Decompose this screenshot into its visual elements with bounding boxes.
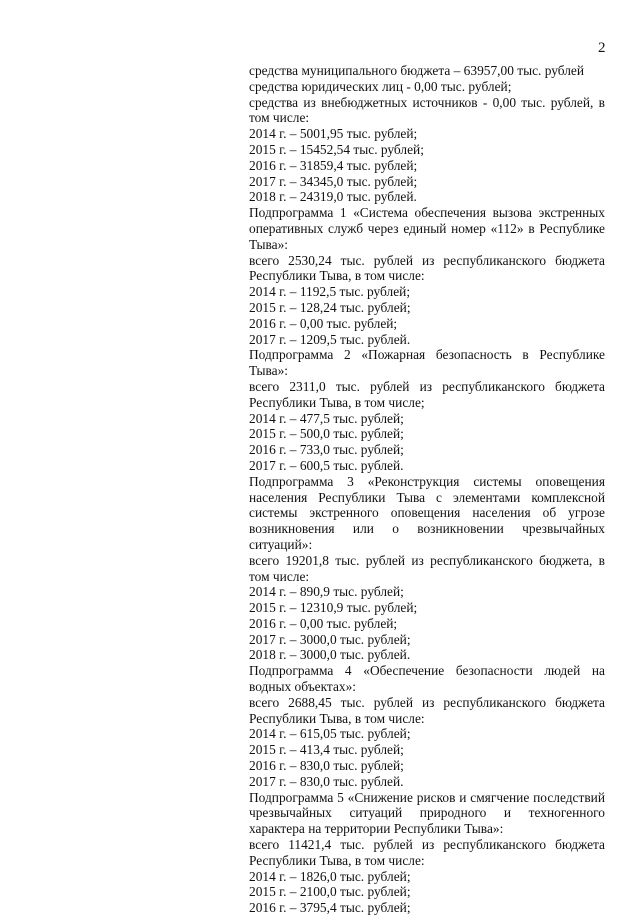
text-line: 2016 г. – 0,00 тыс. рублей; (249, 615, 398, 631)
text-line: Подпрограмма 5 «Снижение рисков и смягчение последствий чрезвычайных ситуаций природного и техногенного характера на территории Республики Тыва»: (249, 789, 605, 837)
text-line: Подпрограмма 2 «Пожарная безопасность в Республике Тыва»: (249, 347, 605, 379)
text-line: 2014 г. – 890,9 тыс. рублей; (249, 584, 404, 600)
text-line: 2016 г. – 733,0 тыс. рублей; (249, 442, 404, 458)
text-line: всего 2311,0 тыс. рублей из республиканского бюджета Республики Тыва, в том числе; (249, 378, 605, 410)
text-line: 2014 г. – 477,5 тыс. рублей; (249, 410, 404, 426)
page-number: 2 (598, 40, 606, 56)
text-line: 2014 г. – 1826,0 тыс. рублей; (249, 868, 411, 884)
text-line: 2017 г. – 1209,5 тыс. рублей. (249, 331, 411, 347)
text-line: 2014 г. – 5001,95 тыс. рублей; (249, 126, 418, 142)
text-line: 2015 г. – 15452,54 тыс. рублей; (249, 141, 424, 157)
text-line: Подпрограмма 4 «Обеспечение безопасности людей на водных объектах»: (249, 663, 605, 695)
text-line: всего 2530,24 тыс. рублей из республиканского бюджета Республики Тыва, в том числе: (249, 252, 605, 284)
text-line: всего 19201,8 тыс. рублей из республиканского бюджета, в том числе: (249, 552, 605, 584)
text-line: Подпрограмма 3 «Реконструкция системы оповещения населения Республики Тыва с элементами комплексной системы экстренного оповещения населения об угрозе возникновения или о возникновении чрезвычайных ситуаций»: (249, 473, 605, 552)
text-line: средства юридических лиц - 0,00 тыс. рублей; (249, 78, 512, 94)
text-line: 2018 г. – 24319,0 тыс. рублей. (249, 189, 417, 205)
text-line: 2016 г. – 31859,4 тыс. рублей; (249, 157, 418, 173)
text-line: средства из внебюджетных источников - 0,00 тыс. рублей, в том числе: (249, 94, 605, 126)
text-line: 2014 г. – 1192,5 тыс. рублей; (249, 284, 411, 300)
text-line: 2015 г. – 128,24 тыс. рублей; (249, 299, 411, 315)
text-line: 2017 г. – 600,5 тыс. рублей. (249, 457, 404, 473)
text-line: 2015 г. – 413,4 тыс. рублей; (249, 742, 404, 758)
text-line: 2017 г. – 34345,0 тыс. рублей; (249, 173, 418, 189)
text-line: 2017 г. – 830,0 тыс. рублей. (249, 773, 404, 789)
document-body (249, 63, 605, 916)
text-line: 2017 г. – 3000,0 тыс. рублей; (249, 631, 411, 647)
text-line: 2016 г. – 0,00 тыс. рублей; (249, 315, 398, 331)
text-line: Подпрограмма 1 «Система обеспечения вызова экстренных оперативных служб через единый номер «112» в Республике Тыва»: (249, 205, 605, 252)
text-line: 2015 г. – 2100,0 тыс. рублей; (249, 884, 411, 900)
text-line: 2015 г. – 500,0 тыс. рублей; (249, 426, 404, 442)
text-line: 2016 г. – 830,0 тыс. рублей; (249, 758, 404, 774)
text-line: всего 11421,4 тыс. рублей из республиканского бюджета Республики Тыва, в том числе: (249, 837, 605, 868)
text-line: 2018 г. – 3000,0 тыс. рублей. (249, 647, 411, 663)
text-line: всего 2688,45 тыс. рублей из республиканского бюджета Республики Тыва, в том числе: (249, 694, 605, 726)
text-line: 2014 г. – 615,05 тыс. рублей; (249, 726, 411, 742)
text-line: 2016 г. – 3795,4 тыс. рублей; (249, 900, 411, 916)
text-line: средства муниципального бюджета – 63957,00 тыс. рублей (249, 63, 585, 78)
text-line: 2015 г. – 12310,9 тыс. рублей; (249, 600, 418, 616)
